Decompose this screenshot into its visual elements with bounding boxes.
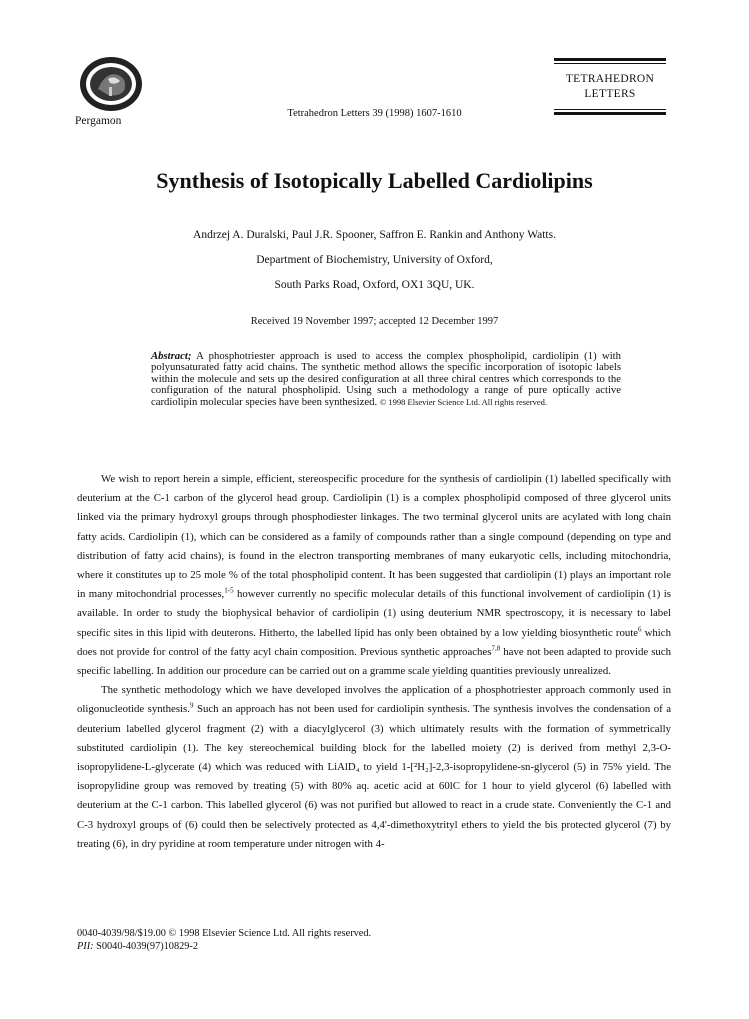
p1-text-d: have not been adapted to provide such specific labelling. In addition our procedure can be carried out on a gramme scale yielding quantities previously unrealized. xyxy=(77,645,671,678)
masthead-top-rule xyxy=(554,58,666,61)
p2-text-a: The synthetic methodology which we have developed involves the application of a phosphotriester approach commonly used in oligonucleotide synthesis. xyxy=(77,684,671,716)
p1-text-c: which does not provide for control of the fatty acyl chain composition. Previous synthetic approaches xyxy=(77,626,671,658)
p1-reference: 7,8 xyxy=(491,644,501,653)
author-list: Andrzej A. Duralski, Paul J.R. Spooner, Saffron E. Rankin and Anthony Watts. xyxy=(193,229,556,241)
masthead-bottom-thin-rule xyxy=(554,109,666,110)
p1-text-b: however currently no specific molecular details of this functional involvement of cardiolipin (1) is available. In order to study the biophysical behavior of cardiolipin (1) using deuterium NMR spectroscopy, it is necessary to label specific sites in this lipid with deuterons. Hitherto, the labelled lipid has only been obtained by a low yielding biosynthetic route xyxy=(77,588,671,639)
p1-text-a: We wish to report herein a simple, efficient, stereospecific procedure for the synthesis of cardiolipin (1) labelled specifically with deuterium at the C-1 carbon of the glycerol head group. Cardiolipin (1) is a complex phospholipid composed of three glycerol units linked via the primary hydroxyl groups through phosphodiester linkages. The two terminal glycerol units are acylated with long chain fatty acids. Cardiolipin (1), which can be considered as a family of compounds rather than a single compound (depending on type and distribution of fatty acid chains), is found in the electron transporting membranes of many eukaryotic cells, including mitochondria, where it constitutes up to 25 mole % of the total phospholipid content. It has been suggested that cardiolipin (1) plays an important role in many mitochondrial processes, xyxy=(77,473,671,601)
pii-label: PII: xyxy=(77,940,94,952)
page-footer xyxy=(77,928,371,953)
received-dates: Received 19 November 1997; accepted 12 December 1997 xyxy=(250,316,499,327)
footer-pii xyxy=(77,941,371,954)
abstract xyxy=(151,351,621,408)
p1-reference: 6 xyxy=(638,625,642,634)
journal-citation: Tetrahedron Letters 39 (1998) 1607-1610 xyxy=(287,108,462,119)
article-body xyxy=(77,470,671,854)
affiliation-line-1: Department of Biochemistry, University of Oxford, xyxy=(256,254,493,266)
publisher-name: Pergamon xyxy=(75,115,122,127)
pii-value: S0040-4039(97)10829-2 xyxy=(93,940,198,952)
abstract-label: Abstract; xyxy=(151,350,192,362)
elsevier-tree-logo-icon xyxy=(78,55,144,113)
abstract-copyright: © 1998 Elsevier Science Ltd. All rights reserved. xyxy=(379,396,548,407)
journal-name-line2: LETTERS xyxy=(584,88,636,100)
body-paragraph-2 xyxy=(77,681,671,854)
p1-reference: 1-5 xyxy=(224,586,234,595)
journal-masthead xyxy=(554,58,666,115)
journal-name xyxy=(554,64,666,109)
journal-name-line1: TETRAHEDRON xyxy=(565,73,655,85)
affiliation-line-2: South Parks Road, Oxford, OX1 3QU, UK. xyxy=(274,279,475,291)
footer-copyright: 0040-4039/98/$19.00 © 1998 Elsevier Science Ltd. All rights reserved. xyxy=(77,928,372,939)
article-title: Synthesis of Isotopically Labelled Cardiolipins xyxy=(156,168,593,193)
p2-text-b: Such an approach has not been used for cardiolipin synthesis. The synthesis involves the condensation of a deuterium labelled glycerol fragment (2) with a diacylglycerol (3) which ultimately results with the formation of symmetrically substituted cardiolipin (1). The key stereochemical building block for the labelled moiety (2) is derived from methyl 2,3-O-isopropylidene-L-glycerate (4) which was reduced with LiAlD₄ to yield 1-[²H₂]-2,3-isopropylidene-sn-glycerol (5) in 75% yield. The isopropylidine group was removed by treating (5) with 80% aq. acetic acid at 60lC for 1 hour to yield glycerol (6) labelled with deuterium at the C-1 carbon. This labelled glycerol (6) was not purified but allowed to react in a crude state. Conveniently the C-1 and C-3 hydroxyl groups of (6) could then be selectively protected as 4,4'-dimethoxytrityl ethers to yield the bis protected glycerol (7) by treating (6), in dry pyridine at room temperature under nitrogen with 4- xyxy=(77,703,672,850)
abstract-text: A phosphotriester approach is used to access the complex phospholipid, cardiolipin (1) with polyunsaturated fatty acid chains. The synthetic method allows the specific incorporation of isotopic labels within the molecule and sets up the desired configuration at all three chiral centres which corresponds to the configuration of the natural phospholipid. Using such a methodology a range of pure optically active cardiolipin molecular species have been synthesized. xyxy=(151,350,621,408)
p2-reference: 9 xyxy=(189,701,194,710)
body-paragraph-1 xyxy=(77,470,671,681)
masthead-bottom-rule xyxy=(554,112,666,115)
